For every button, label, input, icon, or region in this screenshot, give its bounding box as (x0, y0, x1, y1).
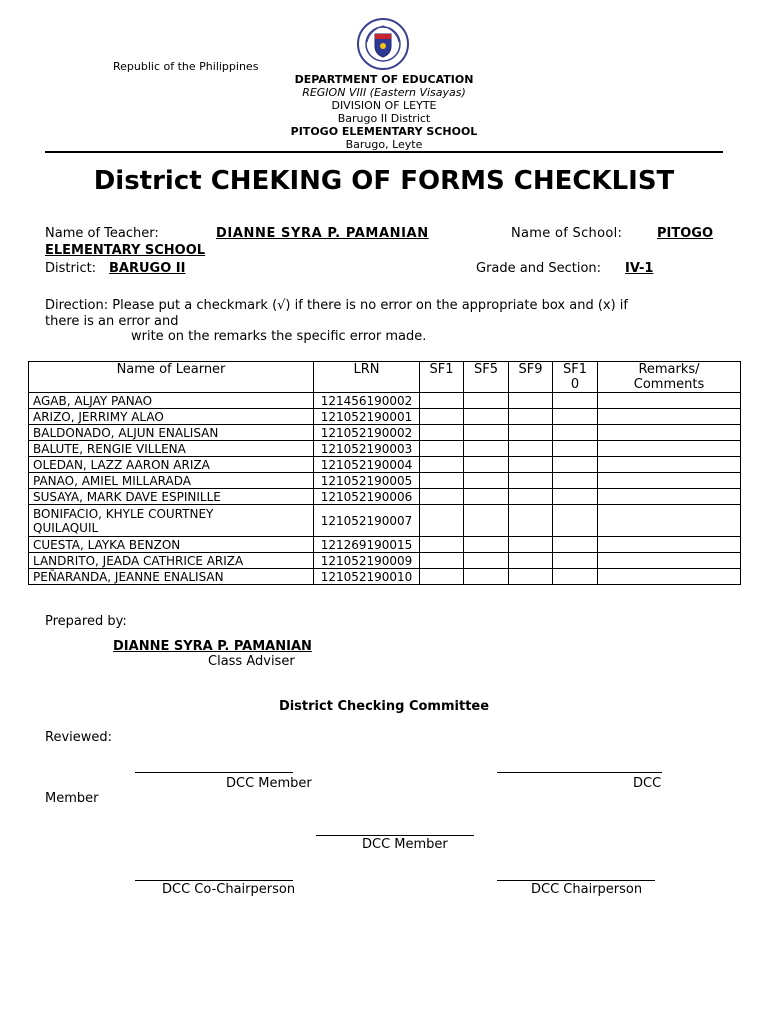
page-title: District CHEKING OF FORMS CHECKLIST (93, 166, 675, 196)
signature-line-member-center (316, 835, 474, 836)
learner-name-text: SUSAYA, MARK DAVE ESPINILLE (33, 489, 221, 504)
cell-sf9[interactable] (509, 441, 553, 457)
dcc-member-left: DCC Member (226, 776, 312, 791)
cell-sf5[interactable] (464, 569, 509, 585)
prepared-label: Prepared by: (45, 614, 127, 629)
table-row (29, 457, 741, 473)
table-header-row (29, 362, 741, 393)
cell-sf5[interactable] (464, 457, 509, 473)
school-name-part1: PITOGO (657, 226, 714, 241)
cell-remarks[interactable] (598, 537, 741, 553)
signature-line-member-left (135, 772, 293, 773)
table-row (29, 473, 741, 489)
cell-remarks[interactable] (598, 409, 741, 425)
table-row (29, 425, 741, 441)
teacher-label: Name of Teacher: (45, 226, 159, 241)
cell-remarks[interactable] (598, 473, 741, 489)
header-sf9: SF9 (509, 362, 553, 393)
learner-lrn: 121052190005 (314, 473, 420, 489)
cell-remarks[interactable] (598, 393, 741, 409)
cell-sf5[interactable] (464, 553, 509, 569)
dcc-member-center: DCC Member (362, 837, 448, 852)
republic-label: Republic of the Philippines (113, 60, 259, 73)
learner-name-text: BONIFACIO, KHYLE COURTNEY (33, 506, 214, 521)
cell-sf1[interactable] (420, 425, 464, 441)
department-label: DEPARTMENT OF EDUCATION (294, 73, 474, 86)
learner-name (29, 569, 314, 585)
direction-line1: Direction: Please put a checkmark (√) if there is no error on the appropriate box and (x) if (45, 298, 628, 313)
dcc-chairperson: DCC Chairperson (531, 882, 643, 897)
header-sf10-part2: 0 (570, 377, 580, 392)
header-name: Name of Learner (29, 362, 314, 393)
learner-name (29, 393, 314, 409)
cell-remarks[interactable] (598, 489, 741, 505)
learner-lrn: 121052190006 (314, 489, 420, 505)
learner-lrn: 121052190004 (314, 457, 420, 473)
cell-sf5[interactable] (464, 393, 509, 409)
learner-name (29, 473, 314, 489)
direction-line3: write on the remarks the specific error made. (131, 329, 427, 344)
learner-name (29, 409, 314, 425)
cell-sf9[interactable] (509, 569, 553, 585)
cell-remarks[interactable] (598, 457, 741, 473)
cell-sf10[interactable] (553, 537, 598, 553)
learner-name (29, 537, 314, 553)
prepared-role: Class Adviser (208, 654, 295, 669)
district-label: District: (45, 261, 97, 276)
cell-sf1[interactable] (420, 441, 464, 457)
cell-sf10[interactable] (553, 441, 598, 457)
teacher-name: DIANNE SYRA P. PAMANIAN (216, 226, 429, 241)
header-remarks-part1: Remarks/ (638, 362, 700, 377)
cell-sf9[interactable] (509, 505, 553, 537)
learner-name-text: ARIZO, JERRIMY ALAO (33, 409, 164, 424)
district-value: BARUGO II (109, 261, 186, 276)
cell-remarks[interactable] (598, 441, 741, 457)
cell-sf10[interactable] (553, 457, 598, 473)
learner-name (29, 505, 314, 537)
dcc-co-chairperson: DCC Co-Chairperson (162, 882, 296, 897)
cell-sf9[interactable] (509, 409, 553, 425)
cell-sf9[interactable] (509, 537, 553, 553)
signature-line-co-chair (135, 880, 293, 881)
learner-name (29, 457, 314, 473)
division-label: DIVISION OF LEYTE (331, 99, 437, 112)
cell-sf5[interactable] (464, 409, 509, 425)
school-label: Name of School: (511, 226, 623, 241)
learner-name-text: LANDRITO, JEADA CATHRICE ARIZA (33, 553, 244, 568)
table-row (29, 441, 741, 457)
learner-name-text-cont: QUILAQUIL (33, 520, 99, 535)
learner-lrn: 121052190003 (314, 441, 420, 457)
cell-sf10[interactable] (553, 489, 598, 505)
cell-sf1[interactable] (420, 457, 464, 473)
learner-name-text: OLEDAN, LAZZ AARON ARIZA (33, 457, 210, 472)
cell-sf5[interactable] (464, 505, 509, 537)
table-row (29, 393, 741, 409)
header-sf10 (553, 362, 598, 393)
cell-sf1[interactable] (420, 569, 464, 585)
learner-name (29, 553, 314, 569)
cell-sf10[interactable] (553, 425, 598, 441)
direction-line2: there is an error and (45, 314, 179, 329)
cell-sf9[interactable] (509, 457, 553, 473)
header-divider (45, 151, 723, 153)
learner-name-text: PANAO, AMIEL MILLARADA (33, 473, 191, 488)
header-lrn: LRN (314, 362, 420, 393)
cell-sf1[interactable] (420, 409, 464, 425)
grade-value: IV-1 (625, 261, 654, 276)
learner-lrn: 121052190007 (314, 505, 420, 537)
cell-remarks[interactable] (598, 505, 741, 537)
checklist-table (28, 361, 741, 585)
table-row (29, 489, 741, 505)
learner-lrn: 121052190010 (314, 569, 420, 585)
cell-sf1[interactable] (420, 537, 464, 553)
learner-lrn: 121269190015 (314, 537, 420, 553)
cell-sf10[interactable] (553, 409, 598, 425)
learner-name-text: AGAB, ALJAY PANAO (33, 393, 153, 408)
table-row (29, 569, 741, 585)
cell-sf10[interactable] (553, 393, 598, 409)
cell-sf1[interactable] (420, 473, 464, 489)
learner-lrn: 121052190002 (314, 425, 420, 441)
district-header-label: Barugo II District (337, 112, 431, 125)
cell-sf9[interactable] (509, 425, 553, 441)
learner-name (29, 425, 314, 441)
prepared-name: DIANNE SYRA P. PAMANIAN (113, 639, 312, 654)
learner-name-text: BALDONADO, ALJUN ENALISAN (33, 425, 219, 440)
signature-line-chair (497, 880, 655, 881)
signature-line-member-right (497, 772, 662, 773)
table-row (29, 553, 741, 569)
learner-lrn: 121456190002 (314, 393, 420, 409)
cell-sf1[interactable] (420, 505, 464, 537)
cell-sf1[interactable] (420, 489, 464, 505)
cell-sf10[interactable] (553, 505, 598, 537)
dcc-member-right-part1: DCC (633, 776, 662, 791)
region-label: REGION VIII (Eastern Visayas) (302, 86, 466, 99)
learner-lrn: 121052190009 (314, 553, 420, 569)
learner-lrn: 121052190001 (314, 409, 420, 425)
cell-sf1[interactable] (420, 393, 464, 409)
header-sf10-part1: SF1 (562, 362, 587, 377)
learner-name-text: CUESTA, LAYKA BENZON (33, 537, 181, 552)
cell-sf9[interactable] (509, 553, 553, 569)
cell-remarks[interactable] (598, 569, 741, 585)
learner-name-text: BALUTE, RENGIE VILLENA (33, 441, 186, 456)
cell-remarks[interactable] (598, 553, 741, 569)
cell-sf9[interactable] (509, 489, 553, 505)
school-header-label: PITOGO ELEMENTARY SCHOOL (290, 125, 478, 138)
cell-sf1[interactable] (420, 553, 464, 569)
cell-remarks[interactable] (598, 425, 741, 441)
header-sf5: SF5 (464, 362, 509, 393)
table-row (29, 409, 741, 425)
cell-sf5[interactable] (464, 425, 509, 441)
cell-sf5[interactable] (464, 489, 509, 505)
cell-sf5[interactable] (464, 473, 509, 489)
cell-sf5[interactable] (464, 537, 509, 553)
cell-sf9[interactable] (509, 393, 553, 409)
learner-name (29, 441, 314, 457)
learner-name-text: PEÑARANDA, JEANNE ENALISAN (33, 569, 224, 584)
cell-sf10[interactable] (553, 553, 598, 569)
table-row (29, 505, 741, 537)
header-sf1: SF1 (420, 362, 464, 393)
cell-sf10[interactable] (553, 569, 598, 585)
grade-label: Grade and Section: (476, 261, 602, 276)
header-remarks (598, 362, 741, 393)
school-name-part2: ELEMENTARY SCHOOL (45, 243, 206, 258)
committee-title: District Checking Committee (278, 699, 490, 714)
deped-seal-logo (357, 18, 409, 70)
cell-sf10[interactable] (553, 473, 598, 489)
table-row (29, 537, 741, 553)
location-label: Barugo, Leyte (345, 138, 423, 151)
reviewed-label: Reviewed: (45, 730, 113, 745)
dcc-member-right-part2: Member (45, 791, 99, 806)
learner-name (29, 489, 314, 505)
header-remarks-part2: Comments (633, 377, 705, 392)
cell-sf5[interactable] (464, 441, 509, 457)
cell-sf9[interactable] (509, 473, 553, 489)
